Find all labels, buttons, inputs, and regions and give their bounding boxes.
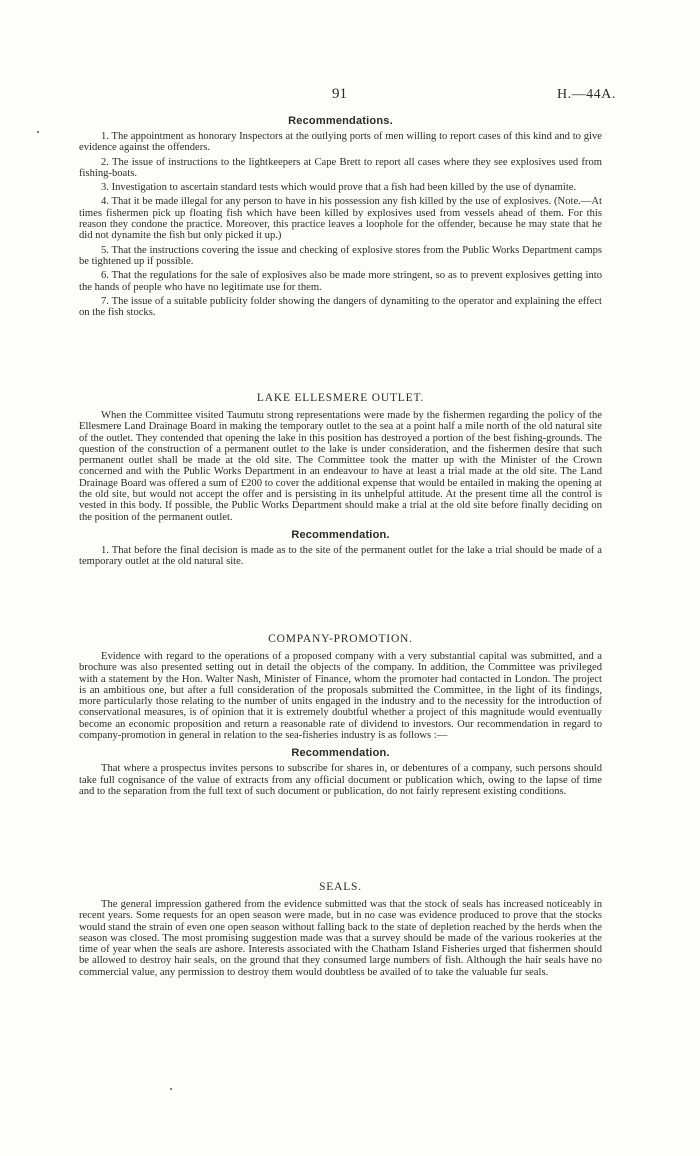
- section-company-promotion: [79, 633, 602, 800]
- recommendation-item: 2. The issue of instructions to the lightkeepers at Cape Brett to report all cases where they see explosives used from fishing-boats.: [79, 156, 602, 179]
- section-heading: Recommendations.: [288, 115, 393, 127]
- section-heading: Recommendation.: [291, 528, 390, 541]
- recommendation-item: That where a prospectus invites persons to subscribe for shares in, or debentures of a company, such persons should take full cognisance of the value of extracts from any official document or publication which, owing to the lapse of time and to the separation from the full text of such document or publication, do not fairly represent existing conditions.: [79, 763, 602, 797]
- recommendation-item: 4. That it be made illegal for any person to have in his possession any fish killed by the use of explosives. (Note.—At times fishermen pick up floating fish which have been killed by explosives used from vessels ahead of them. For this reason they condone the practice. Moreover, this practice leaves a loophole for the offender, because he may state that he did not dynamite the fish but only picked it up.): [79, 196, 602, 242]
- section-title: LAKE ELLESMERE OUTLET.: [256, 392, 425, 404]
- page-number: 91: [332, 86, 347, 102]
- section-title: SEALS.: [319, 881, 362, 893]
- section-heading: Recommendation.: [291, 747, 390, 760]
- section-body: Evidence with regard to the operations of a proposed company with a very substantial capital was submitted, and a brochure was also presented setting out in detail the objects of the company. In addition, the Committee was privileged with a statement by the Hon. Walter Nash, Minister of Finance, whom the promoter had contacted in London. The project is an ambitious one, but after a full consideration of the proposals submitted the Committee, in the light of its findings, more particularly those relating to the number of units engaged in the industry and to the necessity for the introduction of conservational measures, is of opinion that it is extremely doubtful whether a project of this magnitude would eventually become an economic proposition and return a reasonable rate of dividend to investors. Our recommendation in regard to company-promotion in general in relation to the sea-fisheries industry is as follows :—: [79, 651, 602, 742]
- recommendation-item: 1. The appointment as honorary Inspectors at the outlying ports of men willing to report cases of this kind and to give evidence against the offenders.: [79, 131, 602, 154]
- scan-speck: [170, 1088, 172, 1090]
- document-reference: H.—44A.: [557, 87, 616, 102]
- section-lake-ellesmere: [79, 392, 602, 571]
- section-title: COMPANY-PROMOTION.: [268, 633, 413, 645]
- recommendation-item: 5. That the instructions covering the issue and checking of explosive stores from the Public Works Department camps be tightened up if possible.: [79, 244, 602, 267]
- recommendation-item: 7. The issue of a suitable publicity folder showing the dangers of dynamiting to the operator and explaining the effect on the fish stocks.: [79, 295, 602, 319]
- recommendation-item: 1. That before the final decision is made as to the site of the permanent outlet for the lake a trial should be made of a temporary outlet at the old natural site.: [79, 544, 602, 568]
- recommendation-item: 6. That the regulations for the sale of explosives also be made more stringent, so as to prevent explosives getting into the hands of people who have no legitimate use for them.: [79, 270, 602, 293]
- recommendation-item: 3. Investigation to ascertain standard tests which would prove that a fish had been killed by the use of dynamite.: [101, 182, 577, 194]
- section-explosives-recommendations: [79, 115, 602, 321]
- section-body: The general impression gathered from the evidence submitted was that the stock of seals has increased noticeably in recent years. Some requests for an open season were made, but in no case was evidence produced to prove that the stocks would stand the strain of even one open season without falling back to the state of depletion reached by the herds when the season was closed. The most promising suggestion made was that a survey should be made of the various rookeries at the time of year when the seals are ashore. Interests associated with the Chatham Island Fisheries urged that fishermen should be allowed to destroy hair seals, on the ground that they consumed large numbers of fish. Although the hair seals have no commercial value, any permission to destroy them would doubtless be availed of to take the valuable fur seals.: [79, 899, 602, 978]
- section-body: When the Committee visited Taumutu strong representations were made by the fishermen regarding the policy of the Ellesmere Land Drainage Board in making the temporary outlet to the sea at a point half a mile north of the old natural site of the outlet. They contended that opening the lake in this position has destroyed a portion of the best fishing-grounds. The question of the construction of a permanent outlet to the lake is under consideration, and the fishermen desire that such permanent outlet shall be made at the old site. The Committee took the matter up with the Minister of the Crown concerned and with the Public Works Department in an endeavour to have at least a trial made at the old site. The Land Drainage Board was offered a sum of £200 to cover the additional expense that would be entailed in making the opening at the old site, but would not accept the offer and is persisting in its unhelpful attitude. At the present time all the control is vested in this body. If possible, the Public Works Department should make a trial at the old site before finally deciding on the position of the permanent outlet.: [79, 410, 602, 523]
- section-seals: [79, 881, 602, 981]
- scan-speck: [37, 131, 39, 133]
